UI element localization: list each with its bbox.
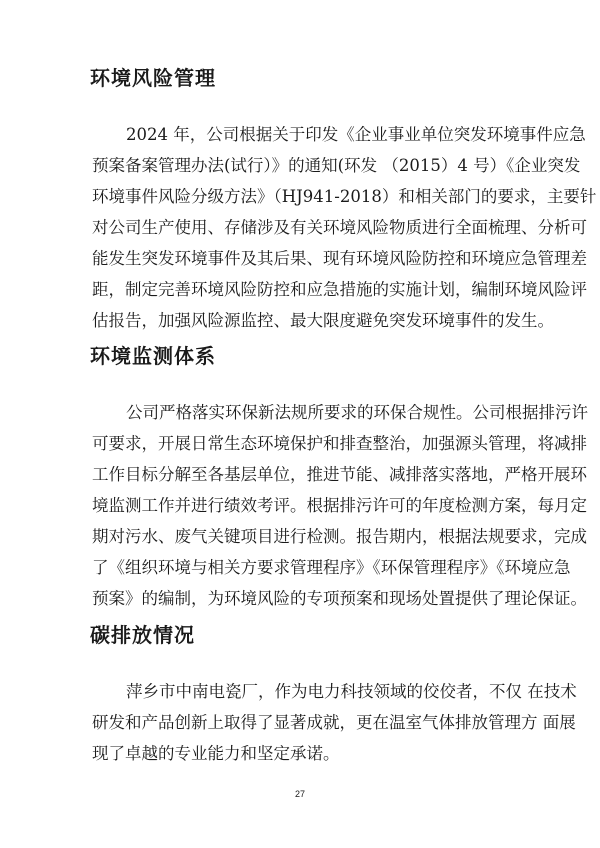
text-line: 估报告，加强风险源监控、最大限度避免突发环境事件的发生。 [92,311,554,330]
text-line: 对公司生产使用、存储涉及有关环境风险物质进行全面梳理、分析可 [92,218,587,237]
text-line: 公司严格落实环保新法规所要求的环保合规性。公司根据排污许 [126,403,588,422]
text-line: 境监测工作并进行绩效考评。根据排污许可的年度检测方案，每月定 [92,496,587,515]
text-line: 研发和产品创新上取得了显著成就，更在温室气体排放管理方 面展 [92,713,576,732]
text-line: 萍乡市中南电瓷厂，作为电力科技领域的佼佼者，不仅 在技术 [126,682,577,701]
text-line: 预案备案管理办法(试行）》的通知(环发 （2015）4 号）《企业突发 [92,156,581,175]
text-line: 2024 年，公司根据关于印发《企业事业单位突发环境事件应急 [126,125,586,144]
text-line: 期对污水、废气关键项目进行检测。报告期内，根据法规要求，完成 [92,527,587,546]
paragraph-risk [92,119,597,336]
text-line: 能发生突发环境事件及其后果、现有环境风险防控和环境应急管理差 [92,249,587,268]
paragraph-monitoring [92,397,588,614]
text-line: 可要求，开展日常生态环境保护和排查整治，加强源头管理，将减排 [92,434,587,453]
text-line: 了《组织环境与相关方要求管理程序》《环保管理程序》《环境应急 [92,558,571,577]
text-line: 距，制定完善环境风险防控和应急措施的实施计划，编制环境风险评 [92,280,587,299]
section-heading-carbon: 碳排放情况 [90,623,195,647]
text-line: 现了卓越的专业能力和坚定承诺。 [92,744,340,763]
section-heading-monitoring: 环境监测体系 [90,344,216,368]
section-heading-risk: 环境风险管理 [90,66,216,90]
text-line: 环境事件风险分级方法》（HJ941-2018）和相关部门的要求，主要针 [92,187,597,206]
text-line: 工作目标分解至各基层单位，推进节能、减排落实落地，严格开展环 [92,465,587,484]
text-line: 预案》的编制，为环境风险的专项预案和现场处置提供了理论保证。 [92,589,587,608]
paragraph-carbon [92,676,577,769]
page-number: 27 [294,789,305,799]
